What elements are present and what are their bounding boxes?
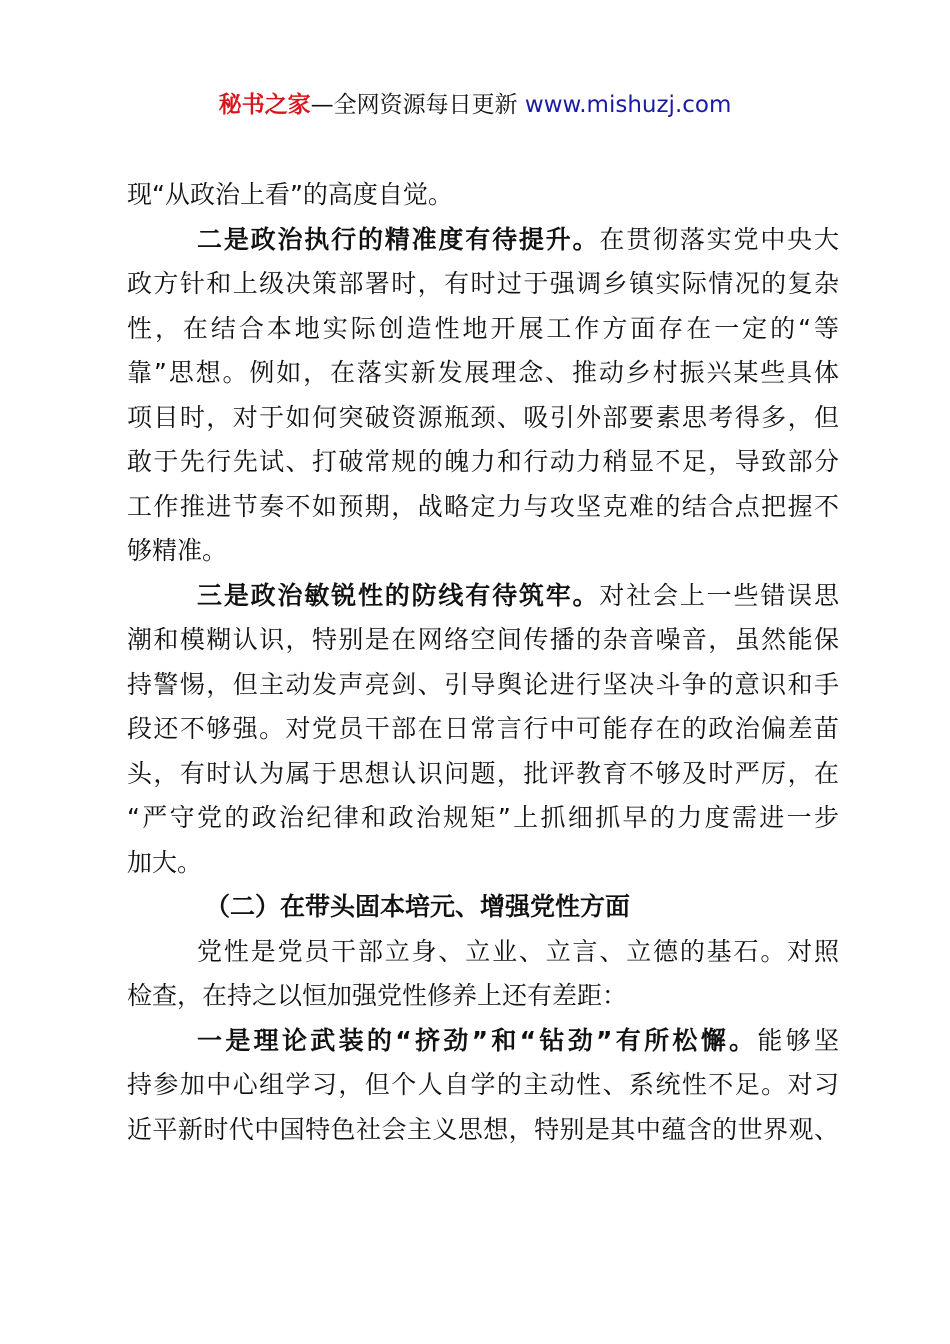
document-body [127,173,839,1152]
site-tagline: —全网资源每日更新 [310,92,518,118]
site-url-link[interactable]: www.mishuzj.com [524,92,732,118]
paragraph-line: 靠”思想。例如，在落实新发展理念、推动乡村振兴某些具体 [127,358,839,387]
paragraph-line: 持警惕，但主动发声亮剑、引导舆论进行坚决斗争的意识和手 [127,669,839,699]
paragraph-line: 工作推进节奏不如预期，战略定力与攻坚克难的结合点把握不 [127,491,839,521]
paragraph-line: 项目时，对于如何突破资源瓶颈、吸引外部要素思考得多，但 [127,402,839,432]
paragraph-line: 一是理论武装的“挤劲”和“钻劲”有所松懈。能够坚 [197,1025,839,1055]
paragraph-line: 持参加中心组学习，但个人自学的主动性、系统性不足。对习 [127,1070,839,1099]
section-heading: （二）在带头固本培元、增强党性方面 [205,892,631,921]
paragraph-line: 加大。 [127,847,203,877]
paragraph-line: 性，在结合本地实际创造性地开展工作方面存在一定的“等 [127,313,839,343]
paragraph-line: 近平新时代中国特色社会主义思想，特别是其中蕴含的世界观、 [127,1114,839,1144]
bold-lead: 二是政治执行的精准度有待提升。 [197,224,600,254]
paragraph-line: 段还不够强。对党员干部在日常言行中可能存在的政治偏差苗 [127,714,839,743]
paragraph-line: 潮和模糊认识，特别是在网络空间传播的杂音噪音，虽然能保 [127,625,839,654]
paragraph-line: 现“从政治上看”的高度自觉。 [127,180,453,209]
paragraph-line: 党性是党员干部立身、立业、立言、立德的基石。对照 [197,936,839,966]
site-header [0,88,950,122]
paragraph-line: “严守党的政治纪律和政治规矩”上抓细抓早的力度需进一步 [127,803,839,832]
paragraph-line: 头，有时认为属于思想认识问题，批评教育不够及时严厉，在 [127,758,839,788]
bold-lead: 三是政治敏锐性的防线有待筑牢。 [197,580,600,610]
paragraph-line: 够精准。 [127,536,228,565]
paragraph-line: 三是政治敏锐性的防线有待筑牢。对社会上一些错误思 [197,580,839,610]
site-brand: 秘书之家 [218,92,311,118]
paragraph-line: 二是政治执行的精准度有待提升。在贯彻落实党中央大 [197,224,839,254]
paragraph-line: 敢于先行先试、打破常规的魄力和行动力稍显不足，导致部分 [127,447,839,476]
paragraph-line: 检查，在持之以恒加强党性修养上还有差距： [127,981,628,1010]
paragraph-line: 政方针和上级决策部署时，有时过于强调乡镇实际情况的复杂 [127,269,839,298]
bold-lead: 一是理论武装的“挤劲”和“钻劲”有所松懈。 [197,1025,758,1055]
